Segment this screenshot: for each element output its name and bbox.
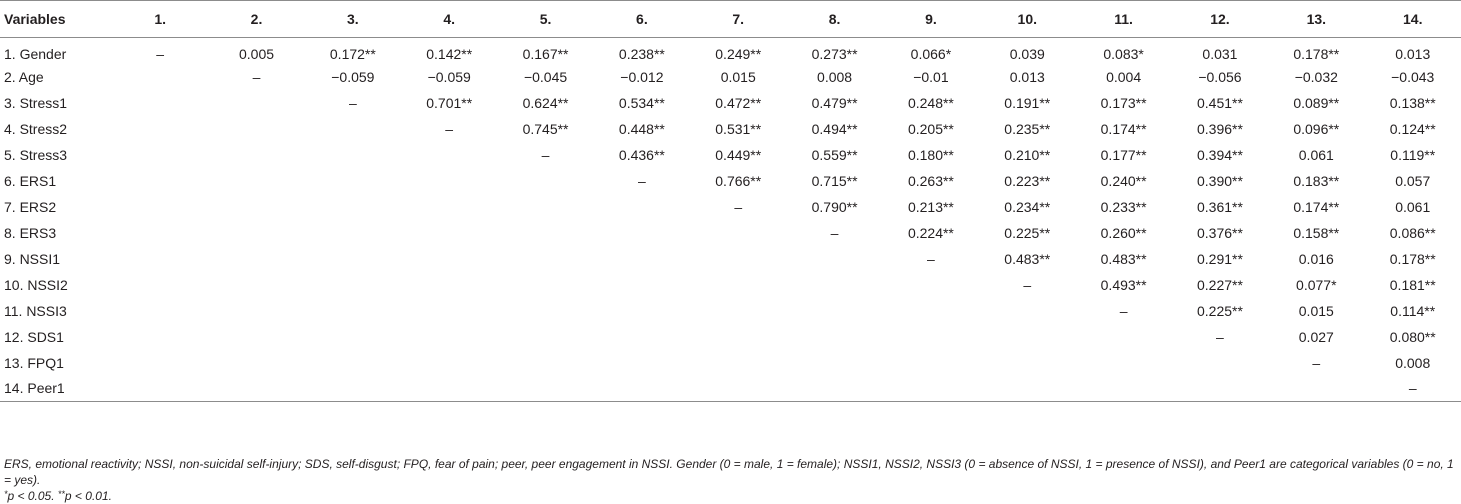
table-cell: 0.181** [1389, 276, 1436, 293]
table-cell: 0.005 [238, 45, 275, 62]
table-cell: 0.114** [1390, 302, 1436, 319]
row-label: 13. FPQ1 [4, 354, 64, 371]
table-cell: 0.361** [1196, 198, 1243, 215]
table-cell [497, 194, 593, 220]
table-cell [305, 220, 401, 246]
table-cell: – [1312, 354, 1321, 371]
table-cell: 0.077* [1296, 276, 1337, 293]
table-cell [594, 220, 690, 246]
table-cell: −0.043 [1391, 68, 1435, 85]
table-cell: 0.790** [811, 198, 858, 215]
table-cell: 0.249** [715, 45, 762, 62]
row-label: 14. Peer1 [0, 376, 112, 402]
table-cell: 0.172** [329, 45, 376, 62]
table-cell: 0.260** [1100, 224, 1147, 241]
table-cell: 0.057 [1395, 172, 1431, 189]
table-row [0, 298, 1461, 324]
table-cell [1172, 376, 1268, 402]
table-cell [401, 298, 497, 324]
table-cell: 0.234** [1004, 198, 1051, 215]
table-cell [401, 246, 497, 272]
table-row [0, 116, 1461, 142]
column-header-9: 9. [883, 1, 979, 38]
table-cell: 0.180** [907, 146, 954, 163]
table-cell: 0.273** [811, 45, 858, 62]
table-row [0, 246, 1461, 272]
table-cell: 0.174** [1293, 198, 1340, 215]
table-cell: 0.479** [811, 94, 858, 111]
table-cell: – [1119, 302, 1128, 319]
table-cell: 0.766** [715, 172, 762, 189]
column-header-5: 5. [497, 1, 593, 38]
column-header-2: 2. [208, 1, 304, 38]
table-cell: −0.059 [331, 68, 375, 85]
table-row [0, 194, 1461, 220]
table-cell: 0.227** [1196, 276, 1243, 293]
table-cell [497, 168, 593, 194]
table-cell: 0.086** [1389, 224, 1436, 241]
table-cell [401, 142, 497, 168]
table-row [0, 38, 1461, 64]
table-row [0, 272, 1461, 298]
table-cell [1075, 324, 1171, 350]
table-cell: 0.061 [1298, 146, 1334, 163]
table-cell: 0.715** [811, 172, 858, 189]
sig-text-2: p < 0.01. [64, 489, 112, 503]
table-cell: 0.483** [1004, 250, 1051, 267]
table-cell: 0.396** [1196, 120, 1243, 137]
table-cell [208, 90, 304, 116]
table-cell: – [637, 172, 646, 189]
row-label: 2. Age [4, 68, 44, 85]
table-cell: 0.291** [1196, 250, 1243, 267]
table-cell [305, 246, 401, 272]
row-label: 6. ERS1 [4, 172, 57, 189]
table-footnote [4, 456, 1454, 504]
table-cell: 0.472** [715, 94, 762, 111]
table-cell: 0.210** [1004, 146, 1051, 163]
table-cell: 0.624** [522, 94, 569, 111]
table-cell: 0.015 [720, 68, 756, 85]
table-cell [786, 376, 882, 402]
table-cell [497, 246, 593, 272]
table-cell [883, 272, 979, 298]
table-cell [305, 324, 401, 350]
table-cell: 0.027 [1298, 328, 1334, 345]
table-cell [401, 376, 497, 402]
table-cell: 0.531** [715, 120, 762, 137]
table-cell: 0.240** [1100, 172, 1147, 189]
table-cell: 0.376** [1196, 224, 1243, 241]
table-cell: 0.225** [1004, 224, 1051, 241]
row-label: 4. Stress2 [4, 120, 68, 137]
table-cell [883, 350, 979, 376]
table-cell [401, 194, 497, 220]
table-cell [112, 350, 208, 376]
table-cell: 0.238** [618, 45, 665, 62]
table-cell [883, 324, 979, 350]
table-cell: 0.451** [1196, 94, 1243, 111]
table-cell [305, 168, 401, 194]
table-cell [979, 324, 1075, 350]
table-cell [208, 272, 304, 298]
table-cell [112, 142, 208, 168]
table-cell: 0.394** [1196, 146, 1243, 163]
table-cell [112, 168, 208, 194]
table-cell [112, 220, 208, 246]
table-cell: – [445, 120, 454, 137]
table-cell [401, 324, 497, 350]
table-cell [690, 350, 786, 376]
table-cell [497, 324, 593, 350]
table-cell: 0.039 [1009, 45, 1045, 62]
table-cell: −0.012 [620, 68, 664, 85]
table-cell: 0.745** [522, 120, 569, 137]
table-cell: 0.559** [811, 146, 858, 163]
table-cell [690, 246, 786, 272]
table-cell: 0.178** [1293, 45, 1340, 62]
table-cell: – [156, 45, 165, 62]
table-cell [208, 168, 304, 194]
table-cell [208, 376, 304, 402]
table-cell [1172, 350, 1268, 376]
table-cell [401, 168, 497, 194]
column-header-variables: Variables [0, 1, 112, 38]
table-row [0, 168, 1461, 194]
column-header-4: 4. [401, 1, 497, 38]
row-label: 12. SDS1 [4, 328, 64, 345]
table-cell: 0.083* [1103, 45, 1144, 62]
table-cell [690, 298, 786, 324]
table-cell: 0.436** [618, 146, 665, 163]
table-cell: 0.031 [1202, 45, 1238, 62]
table-cell: 0.223** [1004, 172, 1051, 189]
table-cell [497, 376, 593, 402]
table-row [0, 90, 1461, 116]
column-header-8: 8. [786, 1, 882, 38]
header-row [0, 1, 1461, 38]
column-header-11: 11. [1075, 1, 1171, 38]
table-cell [208, 116, 304, 142]
table-cell [497, 272, 593, 298]
table-cell [112, 324, 208, 350]
row-label: 1. Gender [4, 45, 67, 62]
table-cell [112, 298, 208, 324]
table-cell: – [734, 198, 743, 215]
sig-mark-1: * [4, 489, 8, 499]
table-cell: 0.534** [618, 94, 665, 111]
table-cell [497, 298, 593, 324]
table-cell: −0.059 [427, 68, 471, 85]
sig-text-1: p < 0.05. [7, 489, 55, 503]
table-cell [305, 272, 401, 298]
table-cell [112, 64, 208, 90]
table-cell [401, 350, 497, 376]
table-cell [786, 246, 882, 272]
table-cell: 0.263** [907, 172, 954, 189]
table-cell [690, 272, 786, 298]
table-cell [208, 220, 304, 246]
table-cell [979, 350, 1075, 376]
table-cell: 0.008 [1395, 354, 1431, 371]
table-cell: 0.061 [1395, 198, 1431, 215]
table-cell: 0.390** [1196, 172, 1243, 189]
table-cell: – [348, 94, 357, 111]
table-cell: 0.096** [1293, 120, 1340, 137]
table-cell [883, 376, 979, 402]
table-cell [497, 220, 593, 246]
table-cell [497, 350, 593, 376]
table-cell [112, 376, 208, 402]
table-cell: – [1023, 276, 1032, 293]
table-cell: 0.224** [907, 224, 954, 241]
row-label: 3. Stress1 [4, 94, 68, 111]
table-cell: 0.233** [1100, 198, 1147, 215]
table-row [0, 324, 1461, 350]
table-cell: 0.015 [1298, 302, 1334, 319]
table-cell: – [1364, 376, 1461, 402]
table-cell: 0.178** [1389, 250, 1436, 267]
table-header [0, 1, 1461, 38]
column-header-13: 13. [1268, 1, 1364, 38]
abbreviations-note: ERS, emotional reactivity; NSSI, non-suicidal self-injury; SDS, self-disgust; FPQ, fear of pain; peer, peer engagement in NSSI. Gender (0 = male, 1 = female); NSSI1, NSSI2, NSSI3 (0 = absence of NSSI, 1 = presence of NSSI), and Peer1 are categorical variables (0 = no, 1 = yes). [4, 457, 1454, 487]
table-cell: 0.213** [907, 198, 954, 215]
table-cell [786, 298, 882, 324]
column-header-14: 14. [1364, 1, 1461, 38]
table-row [0, 142, 1461, 168]
table-cell [112, 90, 208, 116]
column-header-6: 6. [594, 1, 690, 38]
table-cell: 0.142** [426, 45, 473, 62]
table-cell: 0.004 [1106, 68, 1142, 85]
table-cell [1075, 376, 1171, 402]
table-cell: 0.066* [910, 45, 952, 62]
table-cell: −0.01 [913, 68, 949, 85]
table-cell [208, 142, 304, 168]
table-cell: 0.235** [1004, 120, 1051, 137]
table-cell [979, 298, 1075, 324]
table-row [0, 220, 1461, 246]
table-cell [208, 350, 304, 376]
table-cell [112, 246, 208, 272]
table-row [0, 376, 1461, 402]
table-cell: 0.174** [1100, 120, 1147, 137]
table-cell: 0.013 [1395, 45, 1431, 62]
table-cell: – [541, 146, 550, 163]
table-cell [979, 376, 1075, 402]
table-cell [208, 324, 304, 350]
column-header-7: 7. [690, 1, 786, 38]
table-cell [883, 298, 979, 324]
table-cell: – [1216, 328, 1224, 345]
table-cell [1075, 350, 1171, 376]
table-cell [208, 298, 304, 324]
table-cell [112, 116, 208, 142]
table-cell: – [927, 250, 935, 267]
table-body [0, 38, 1461, 402]
column-header-12: 12. [1172, 1, 1268, 38]
table-cell [208, 194, 304, 220]
table-cell [305, 116, 401, 142]
table-cell: 0.089** [1293, 94, 1340, 111]
table-cell: 0.167** [522, 45, 569, 62]
table-cell: 0.173** [1100, 94, 1147, 111]
table-cell [594, 324, 690, 350]
table-cell [401, 272, 497, 298]
table-cell [594, 376, 690, 402]
table-cell: – [252, 68, 261, 85]
table-cell [112, 194, 208, 220]
table-cell: −0.056 [1198, 68, 1242, 85]
table-cell [305, 350, 401, 376]
table-cell: 0.183** [1293, 172, 1340, 189]
table-cell: 0.177** [1100, 146, 1147, 163]
column-header-3: 3. [305, 1, 401, 38]
table-cell: 0.493** [1100, 276, 1147, 293]
row-label: 9. NSSI1 [4, 250, 61, 267]
table-cell: 0.248** [907, 94, 954, 111]
table-cell [690, 220, 786, 246]
table-cell [112, 272, 208, 298]
table-cell: 0.013 [1009, 68, 1045, 85]
table-cell: 0.016 [1298, 250, 1334, 267]
table-cell: 0.205** [907, 120, 954, 137]
table-cell: 0.701** [426, 94, 473, 111]
row-label: 11. NSSI3 [4, 302, 67, 319]
table-cell: 0.191** [1004, 94, 1051, 111]
table-cell [594, 272, 690, 298]
row-label: 7. ERS2 [4, 198, 57, 215]
table-cell [594, 298, 690, 324]
table-cell [594, 350, 690, 376]
column-header-10: 10. [979, 1, 1075, 38]
table-cell [1268, 376, 1364, 402]
table-cell: 0.008 [817, 68, 853, 85]
table-cell [305, 298, 401, 324]
table-cell [305, 142, 401, 168]
table-row [0, 350, 1461, 376]
table-cell [305, 194, 401, 220]
table-cell: 0.080** [1389, 328, 1436, 345]
table-cell [594, 194, 690, 220]
table-cell: 0.158** [1293, 224, 1340, 241]
table-cell: 0.483** [1100, 250, 1147, 267]
table-cell [786, 272, 882, 298]
table-cell: 0.119** [1390, 146, 1436, 163]
table-cell [786, 350, 882, 376]
table-cell: −0.045 [523, 68, 568, 85]
table-cell: −0.032 [1294, 68, 1338, 85]
table-cell [305, 376, 401, 402]
table-cell [208, 246, 304, 272]
table-cell [594, 246, 690, 272]
table-cell: – [830, 224, 839, 241]
table-cell [690, 324, 786, 350]
table-row [0, 64, 1461, 90]
table-cell: 0.225** [1196, 302, 1243, 319]
sig-mark-2: ** [57, 489, 65, 499]
table-cell: 0.448** [618, 120, 665, 137]
column-header-1: 1. [112, 1, 208, 38]
row-label: 10. NSSI2 [4, 276, 68, 293]
table-cell: 0.449** [715, 146, 762, 163]
table-cell: 0.124** [1389, 120, 1436, 137]
table-cell [401, 220, 497, 246]
row-label: 5. Stress3 [4, 146, 68, 163]
table-cell: 0.138** [1389, 94, 1436, 111]
table-cell [786, 324, 882, 350]
row-label: 8. ERS3 [4, 224, 57, 241]
significance-note [4, 488, 1454, 504]
table-cell: 0.494** [811, 120, 858, 137]
table-cell [690, 376, 786, 402]
